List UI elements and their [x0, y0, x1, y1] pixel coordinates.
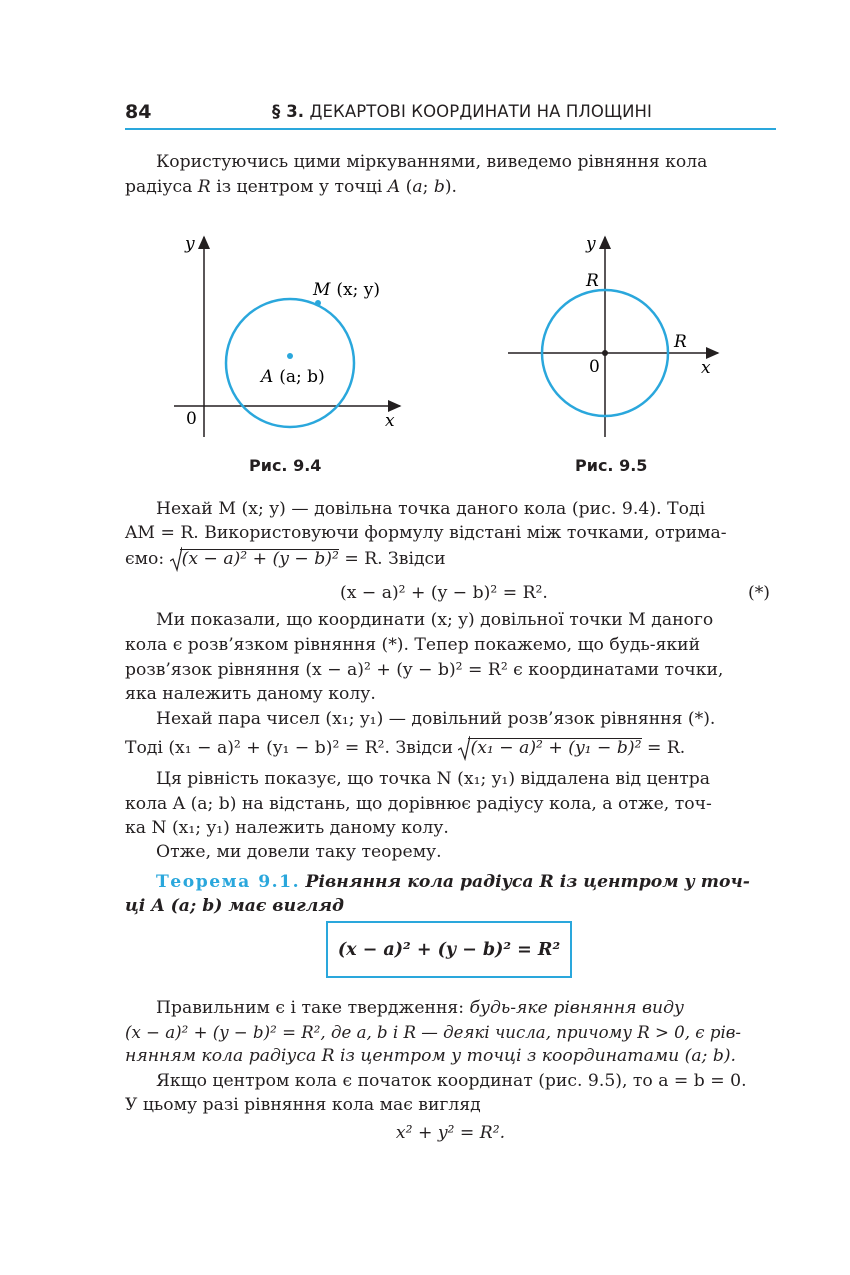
- section-title: ДЕКАРТОВІ КООРДИНАТИ НА ПЛОЩИНІ: [309, 102, 653, 121]
- p2-line-4: яка належить даному колу.: [125, 684, 376, 704]
- boxed-formula: (x − a)² + (y − b)² = R²: [337, 939, 561, 960]
- p6-line-3: нянням кола радіуса R із центром у точці з координатами (a; b).: [125, 1046, 736, 1066]
- section-mark: § 3.: [272, 102, 305, 121]
- p6-line-2: (x − a)² + (y − b)² = R², де a, b і R — деякі числа, причому R > 0, є рів-: [125, 1023, 742, 1042]
- origin-label: 0: [186, 409, 197, 429]
- p2-line-3: розв’язок рівняння (x − a)² + (y − b)² = R² є координатами точки,: [125, 660, 724, 680]
- p7-line-1: Якщо центром кола є початок координат (рис. 9.5), то a = b = 0.: [156, 1071, 747, 1091]
- running-header: [272, 102, 652, 121]
- r-top-label: R: [586, 271, 599, 291]
- p3-line-1: Нехай пара чисел (x₁; y₁) — довільний розв’язок рівняння (*).: [156, 709, 716, 729]
- p7-line-2: У цьому разі рівняння кола має вигляд: [125, 1095, 481, 1115]
- p4-line-1: Ця рівність показує, що точка N (x₁; y₁) віддалена від центра: [156, 769, 710, 789]
- final-equation: x² + y² = R².: [395, 1123, 506, 1143]
- page-number: 84: [125, 101, 152, 123]
- x-axis-label: x: [701, 358, 711, 378]
- p1-line-2: AM = R. Використовуючи формулу відстані між точками, отрима-: [125, 523, 727, 543]
- theorem-label: Теорема 9.1.: [156, 872, 301, 892]
- r-right-label: R: [674, 332, 687, 352]
- p2-line-2: кола є розв’язком рівняння (*). Тепер покажемо, що будь-який: [125, 635, 701, 655]
- caption-9-4: Рис. 9.4: [249, 456, 322, 475]
- sqrt-expression-2: (x₁ − a)² + (y₁ − b)²: [458, 737, 641, 761]
- p4-line-2: кола A (a; b) на відстань, що дорівнює радіусу кола, а отже, точ-: [125, 794, 712, 814]
- equation-star-label: (*): [748, 583, 771, 603]
- center-point-a: [287, 353, 293, 359]
- point-m: [315, 300, 321, 306]
- p1-line-3: ємо: (x − a)² + (y − b)² = R. Звідси: [125, 548, 776, 572]
- p4-line-3: ка N (x₁; y₁) належить даному колу.: [125, 818, 449, 838]
- theorem-formula-box: [326, 921, 572, 978]
- y-axis-label: y: [586, 234, 596, 254]
- intro-line-2: радіуса R із центром у точці A (a; b).: [125, 177, 458, 197]
- p5-line: Отже, ми довели таку теорему.: [156, 842, 442, 862]
- p3-line-2: Тоді (x₁ − a)² + (y₁ − b)² = R². Звідси (x₁ − a)² + (y₁ − b)² = R.: [125, 737, 776, 761]
- y-axis-label: y: [185, 234, 195, 254]
- figure-9-5: [500, 225, 740, 450]
- header-rule: [125, 128, 776, 130]
- caption-9-5: Рис. 9.5: [575, 456, 648, 475]
- circle-94: [226, 299, 354, 427]
- origin-label: 0: [589, 357, 600, 377]
- equation-star: (x − a)² + (y − b)² = R².: [340, 583, 548, 603]
- intro-line-1: Користуючись цими міркуваннями, виведемо рівняння кола: [156, 152, 708, 172]
- p6-line-1: Правильним є і таке твердження: будь-яке рівняння виду: [156, 998, 684, 1018]
- figure-9-4: [160, 225, 420, 450]
- x-axis-label: x: [385, 411, 395, 431]
- p2-line-1: Ми показали, що координати (x; y) довільної точки M даного: [156, 610, 714, 630]
- theorem-line-2: ці A (a; b) має вигляд: [125, 896, 344, 916]
- sqrt-expression-1: (x − a)² + (y − b)²: [170, 548, 339, 572]
- theorem-line-1: Теорема 9.1. Рівняння кола радіуса R із центром у точ-: [156, 872, 750, 892]
- point-a-label: A (a; b): [261, 367, 325, 387]
- origin-point: [602, 350, 608, 356]
- point-m-label: M (x; y): [313, 280, 381, 300]
- p1-line-1: Нехай M (x; y) — довільна точка даного кола (рис. 9.4). Тоді: [156, 499, 706, 519]
